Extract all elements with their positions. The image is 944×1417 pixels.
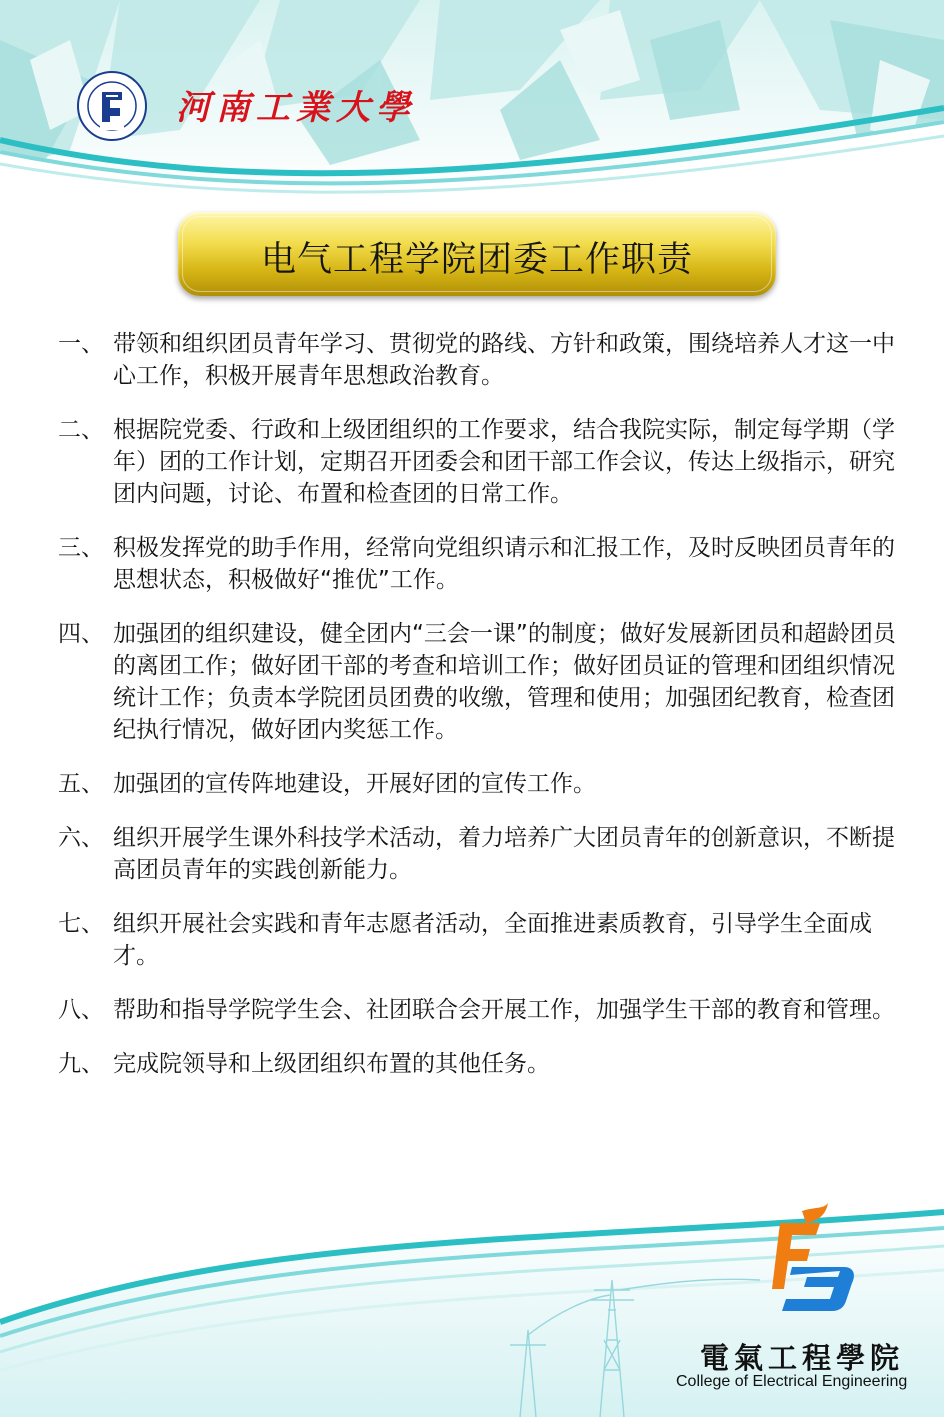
duty-text: 组织开展社会实践和青年志愿者活动，全面推进素质教育，引导学生全面成才。 [113,911,872,969]
university-seal-icon [76,70,148,142]
duty-text: 带领和组织团员青年学习、贯彻党的路线、方针和政策，围绕培养人才这一中心工作，积极开展青年思想政治教育。 [113,331,895,389]
duty-item [58,1048,898,1080]
duty-number: 九、 [58,1051,104,1077]
duty-text: 组织开展学生课外科技学术活动，着力培养广大团员青年的创新意识，不断提高团员青年的实践创新能力。 [113,825,895,883]
duty-number: 五、 [58,771,104,797]
duty-number: 七、 [58,911,104,937]
duty-text: 根据院党委、行政和上级团组织的工作要求，结合我院实际，制定每学期（学年）团的工作计划，定期召开团委会和团干部工作会议，传达上级指示，研究团内问题，讨论、布置和检查团的日常工作。 [113,417,895,507]
college-name-english: College of Electrical Engineering [676,1373,908,1390]
college-name-chinese: 電氣工程學院 [700,1341,905,1375]
duty-item [58,414,898,510]
duty-text: 帮助和指导学院学生会、社团联合会开展工作，加强学生干部的教育和管理。 [113,997,895,1023]
duty-number: 三、 [58,535,104,561]
duty-text: 完成院领导和上级团组织布置的其他任务。 [113,1051,550,1077]
duty-number: 六、 [58,825,104,851]
duty-item [58,822,898,886]
duty-text: 积极发挥党的助手作用，经常向党组织请示和汇报工作，及时反映团员青年的思想状态，积极做好“推优”工作。 [113,535,895,593]
duty-item [58,532,898,596]
duty-item [58,768,898,800]
duty-item [58,994,898,1026]
torch-e-logo-icon [762,1203,858,1321]
duty-number: 四、 [58,621,104,647]
duty-number: 二、 [58,417,104,443]
university-name: 河南工業大學 [176,88,416,128]
duty-item [58,908,898,972]
duty-text: 加强团的组织建设，健全团内“三会一课”的制度；做好发展新团员和超龄团员的离团工作；做好团干部的考查和培训工作；做好团员证的管理和团组织情况统计工作；负责本学院团员团费的收缴，管理和使用；加强团纪教育，检查团纪执行情况，做好团内奖惩工作。 [113,621,896,743]
title-plaque [178,212,776,296]
duty-text: 加强团的宣传阵地建设，开展好团的宣传工作。 [113,771,596,797]
page-title: 电气工程学院团委工作职责 [260,240,693,280]
duty-number: 八、 [58,997,104,1023]
duty-number: 一、 [58,331,104,357]
duties-list [58,328,898,1102]
duty-item [58,328,898,392]
duty-item [58,618,898,746]
